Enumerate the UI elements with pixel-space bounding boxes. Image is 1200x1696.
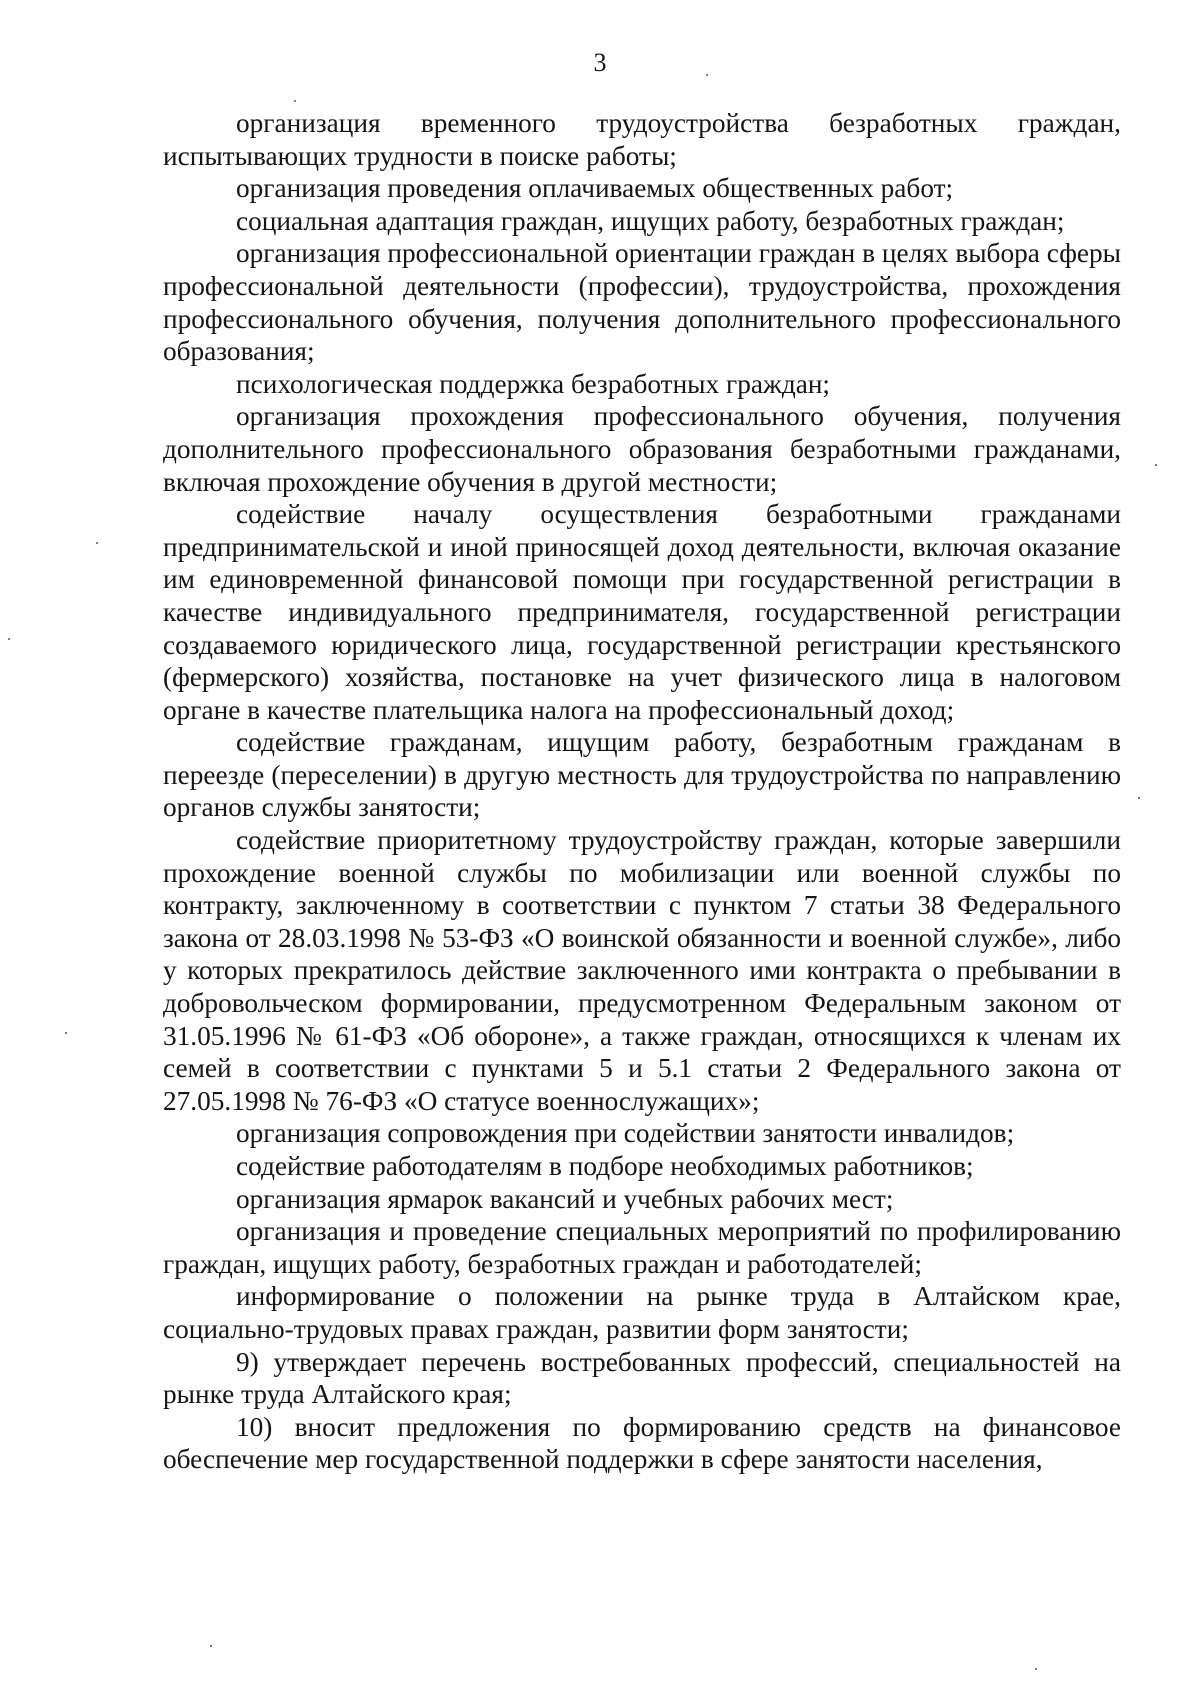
paragraph-vocational-training: организация прохождения профессионального обучения, получения дополнительного профессионального образования безработными гражданами, включая прохождение обучения в другой местности; (163, 401, 1121, 497)
paragraph-labor-market-information: информирование о положении на рынке труда в Алтайском крае, социально-трудовых правах граждан, развитии форм занятости; (163, 1281, 1121, 1344)
paragraph-disabled-support: организация сопровождения при содействии занятости инвалидов; (236, 1118, 1015, 1149)
paragraph-public-works: организация проведения оплачиваемых общественных работ; (236, 173, 954, 204)
scan-speck (8, 638, 10, 640)
scan-speck (65, 1032, 67, 1034)
scan-speck (210, 1645, 212, 1647)
document-body (163, 107, 1121, 1476)
paragraph-social-adaptation: социальная адаптация граждан, ищущих работу, безработных граждан; (236, 205, 1065, 236)
scan-speck (96, 542, 98, 544)
scan-speck (706, 74, 708, 76)
paragraph-employer-assistance: содействие работодателям в подборе необходимых работников; (236, 1151, 974, 1181)
page-number: 3 (593, 48, 607, 77)
scan-speck (294, 100, 296, 102)
scan-speck (1035, 1668, 1037, 1670)
paragraph-career-guidance: организация профессиональной ориентации граждан в целях выбора сферы профессиональной деятельности (профессии), трудоустройства, прохождения профессионального обучения, получения дополнительного профессионального образования; (163, 238, 1121, 367)
paragraph-item-9: 9) утверждает перечень востребованных профессий, специальностей на рынке труда Алтайского края; (163, 1346, 1121, 1410)
paragraph-relocation-assistance: содействие гражданам, ищущим работу, безработным гражданам в переезде (переселении) в другую местность для трудоустройства по направлению органов службы занятости; (163, 727, 1121, 823)
scan-speck (1155, 464, 1157, 466)
paragraph-item-10: 10) вносит предложения по формированию средств на финансовое обеспечение мер государственной поддержки в сфере занятости населения, (163, 1411, 1121, 1475)
paragraph-temporary-employment: организация временного трудоустройства безработных граждан, испытывающих трудности в поиске работы; (163, 108, 1121, 171)
paragraph-priority-employment-servicemen: содействие приоритетному трудоустройству граждан, которые завершили прохождение военной службы по мобилизации или военной службы по контракту, заключенному в соответствии с пунктом 7 статьи 38 Федерального закона от 28.03.1998 № 53-ФЗ «О воинской обязанности и военной службе», либо у которых прекратилось действие заключенного ими контракта о пребывании в добровольческом формировании, предусмотренном Федеральным законом от 31.05.1996 № 61-ФЗ «Об обороне», а также граждан, относящихся к членам их семей в соответствии с пунктами 5 и 5.1 статьи 2 Федерального закона от 27.05.1998 № 76-ФЗ «О статусе военнослужащих»; (163, 825, 1121, 1116)
scan-speck (1138, 797, 1140, 799)
paragraph-psychological-support: психологическая поддержка безработных граждан; (236, 368, 831, 399)
paragraph-profiling-events: организация и проведение специальных мероприятий по профилированию граждан, ищущих работу, безработных граждан и работодателей; (163, 1216, 1121, 1279)
paragraph-job-fairs: организация ярмарок вакансий и учебных рабочих мест; (236, 1183, 894, 1214)
paragraph-entrepreneurship-support: содействие началу осуществления безработными гражданами предпринимательской и иной приносящей доход деятельности, включая оказание им единовременной финансовой помощи при государственной регистрации в качестве индивидуального предпринимателя, государственной регистрации создаваемого юридического лица, государственной регистрации крестьянского (фермерского) хозяйства, постановке на учет физического лица в налоговом органе в качестве плательщика налога на профессиональный доход; (163, 499, 1121, 725)
